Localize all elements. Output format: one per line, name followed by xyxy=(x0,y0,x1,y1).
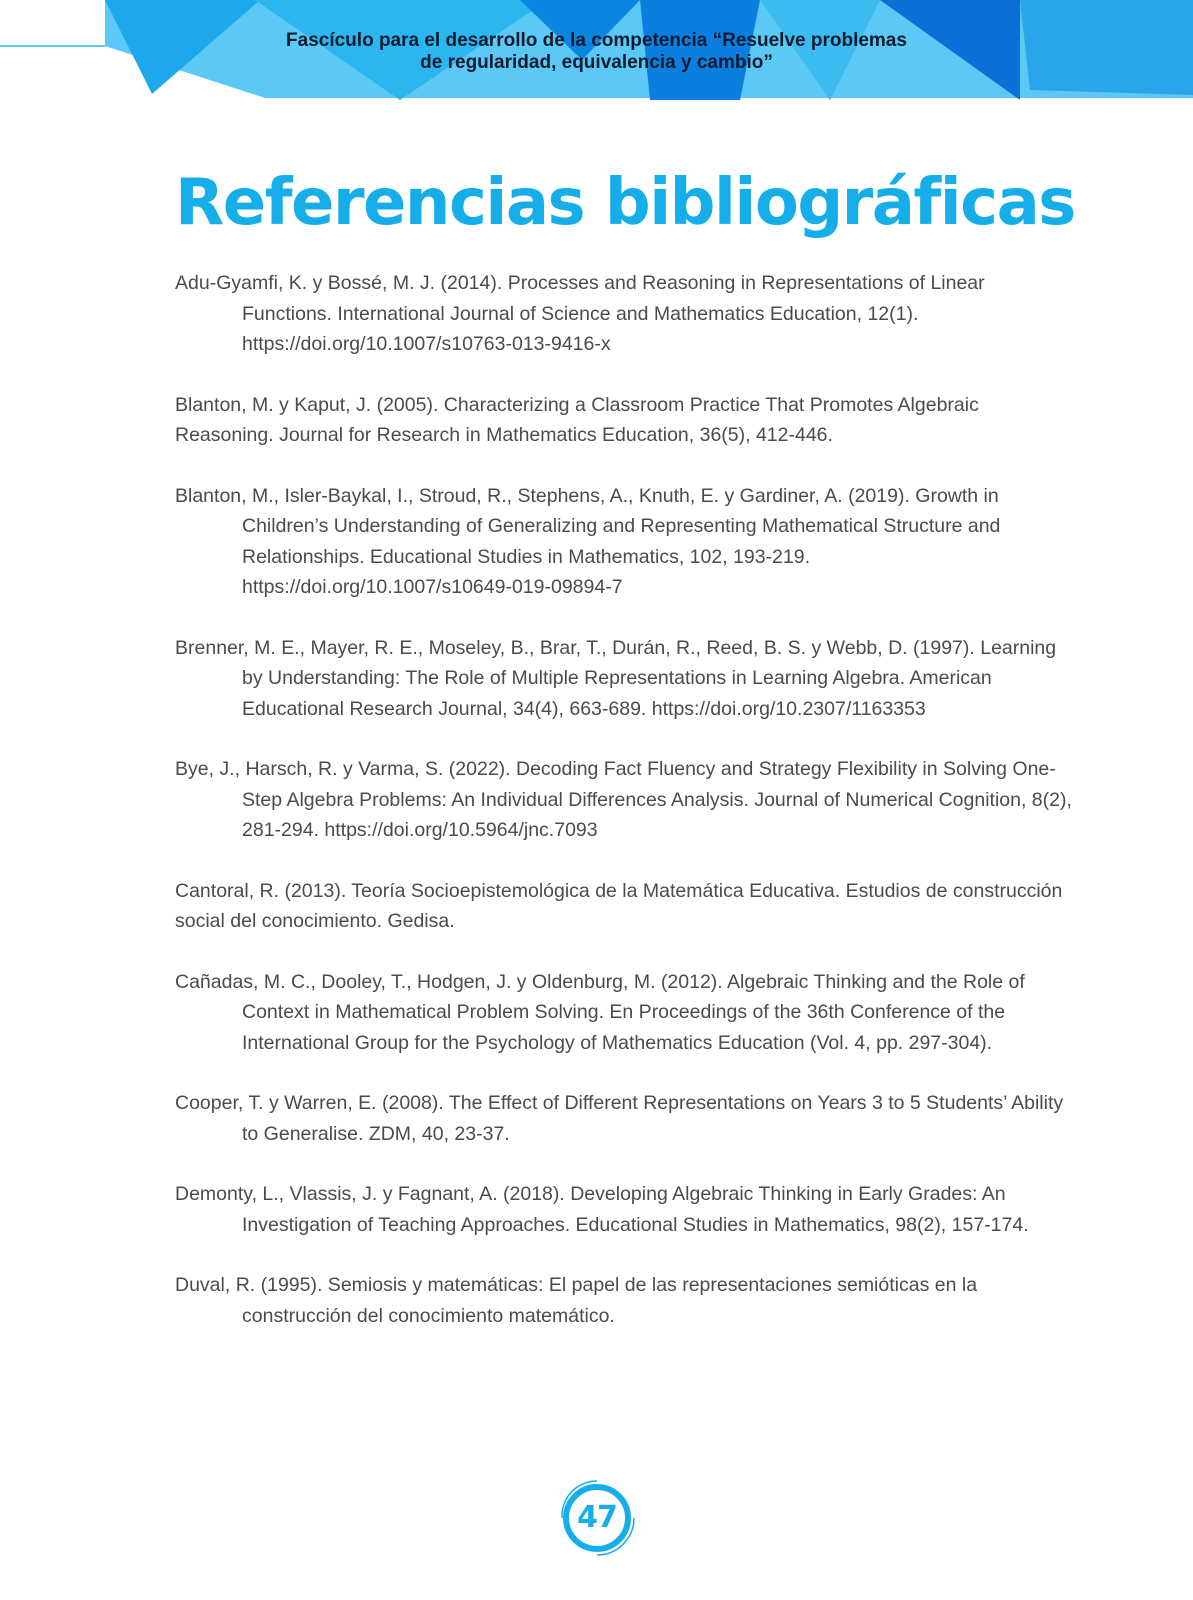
reference-item xyxy=(175,754,1075,846)
reference-text: Demonty, L., Vlassis, J. y Fagnant, A. (2018). Developing Algebraic Thinking in Early Grades: An Investigation of Teaching Approaches. Educational Studies in Mathematics, 98(2), 157-174. xyxy=(175,1183,1029,1236)
header-title xyxy=(0,30,1193,74)
reference-text: Blanton, M. y Kaput, J. (2005). Characterizing a Classroom Practice That Promotes Algebraic Reasoning. Journal for Research in Mathematics Education, 36(5), 412-446. xyxy=(175,393,979,446)
reference-item xyxy=(175,967,1075,1059)
reference-item xyxy=(175,876,1075,937)
reference-text: Cañadas, M. C., Dooley, T., Hodgen, J. y Oldenburg, M. (2012). Algebraic Thinking and the Role of Context in Mathematical Problem Solving. En Proceedings of the 36th Conference of the International Group for the Psychology of Mathematics Education (Vol. 4, pp. 297-304). xyxy=(175,970,1025,1054)
reference-text: Cooper, T. y Warren, E. (2008). The Effect of Different Representations on Years 3 to 5 Students’ Ability to Generalise. ZDM, 40, 23-37. xyxy=(175,1092,1064,1145)
reference-text: Duval, R. (1995). Semiosis y matemáticas: El papel de las representaciones semióticas en la construcción del conocimiento matemático. xyxy=(175,1274,978,1327)
reference-doi-link[interactable]: https://doi.org/10.2307/1163353 xyxy=(651,697,926,720)
reference-list xyxy=(175,268,1075,1361)
reference-item xyxy=(175,481,1075,603)
reference-item xyxy=(175,1088,1075,1149)
reference-text: Cantoral, R. (2013). Teoría Socioepistemológica de la Matemática Educativa. Estudios de construcción social del conocimiento. Gedisa. xyxy=(175,879,1063,932)
page-title: Referencias bibliográficas xyxy=(175,166,1075,240)
header-title-line-2: de regularidad, equivalencia y cambio” xyxy=(420,52,773,73)
reference-doi-link[interactable]: https://doi.org/10.1007/s10649-019-09894-7 xyxy=(242,576,623,598)
reference-item xyxy=(175,268,1075,360)
reference-text: Blanton, M., Isler-Baykal, I., Stroud, R., Stephens, A., Knuth, E. y Gardiner, A. (2019). Growth in Children’s Understanding of Generalizing and Representing Mathematical Structure and Relationships. Educational Studies in Mathematics, 102, 193-219. xyxy=(175,484,1001,568)
reference-item xyxy=(175,1179,1075,1240)
reference-doi-link[interactable]: https://doi.org/10.5964/jnc.7093 xyxy=(324,819,598,841)
reference-text: Brenner, M. E., Mayer, R. E., Moseley, B., Brar, T., Durán, R., Reed, B. S. y Webb, D. (1997). Learning by Understanding: The Role of Multiple Representations in Learning Algebra. American Educational Research Journal, 34(4), 663-689. xyxy=(175,636,1057,720)
page-number: 47 xyxy=(577,1500,617,1535)
reference-item xyxy=(175,1270,1075,1331)
reference-item xyxy=(175,633,1075,725)
header-title-line-1: Fascículo para el desarrollo de la competencia “Resuelve problemas xyxy=(286,30,907,51)
reference-item xyxy=(175,390,1075,451)
reference-text: Bye, J., Harsch, R. y Varma, S. (2022). Decoding Fact Fluency and Strategy Flexibility in Solving One-Step Algebra Problems: An Individual Differences Analysis. Journal of Numerical Cognition, 8(2), 281-294. xyxy=(175,758,1072,841)
reference-doi-link[interactable]: https://doi.org/10.1007/s10763-013-9416-x xyxy=(242,333,611,355)
reference-text: Adu-Gyamfi, K. y Bossé, M. J. (2014). Processes and Reasoning in Representations of Linear Functions. International Journal of Science and Mathematics Education, 12(1). xyxy=(175,272,985,325)
page-number-badge xyxy=(552,1473,642,1563)
